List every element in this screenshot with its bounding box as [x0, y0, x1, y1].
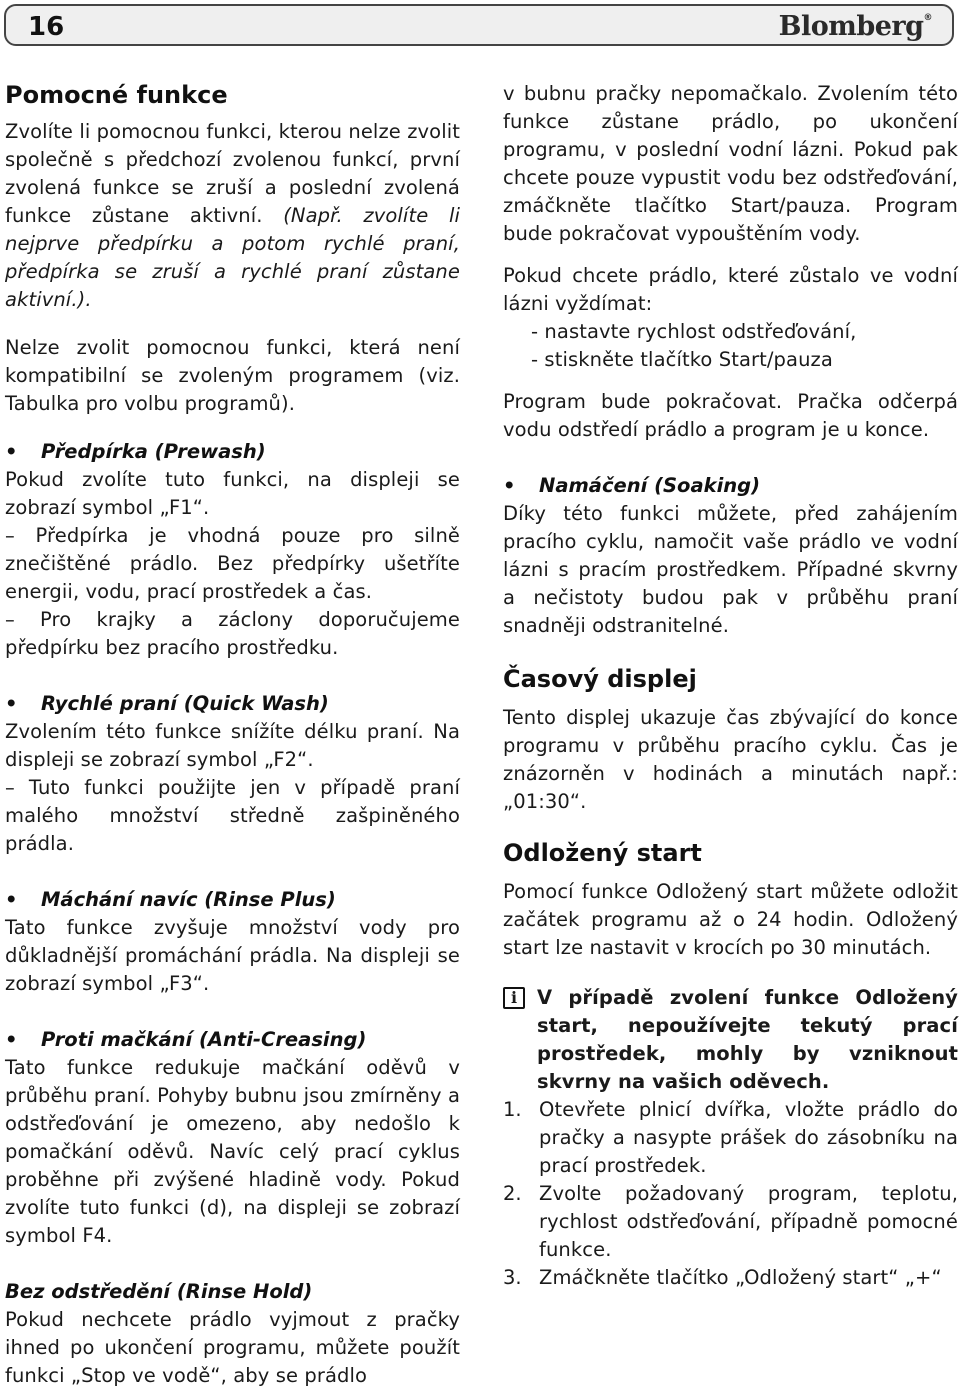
bullet: •	[503, 474, 516, 497]
quick-wash-heading	[5, 690, 460, 718]
anti-creasing-text: Tato funkce redukuje mačkání oděvů v průběhu praní. Pohyby bubnu jsou zmírněny a odstřeďování je omezeno, aby nedošlo k pomačkání oděvů. Navíc celý prací cyklus proběhne při zvýšené hladině vody. Pokud zvolíte tuto funkci (d), na displeji se zobrazí symbol F4.	[5, 1056, 460, 1247]
rinse-plus-text: Tato funkce zvyšuje množství vody pro důkladnější promáchání prádla. Na displeji se zobrazí symbol „F3“.	[5, 916, 460, 995]
page-header	[4, 4, 954, 46]
step-number: 2.	[503, 1182, 522, 1205]
list-item	[503, 1096, 958, 1180]
step-number: 3.	[503, 1266, 522, 1289]
spin-step-1: - nastavte rychlost odstřeďování,	[531, 320, 857, 343]
prewash-note-1: – Předpírka je vhodná pouze pro silně znečištěné prádlo. Bez předpírky ušetříte energii, vodu, prací prostředek a čas.	[5, 524, 460, 603]
anti-creasing-heading-text: Proti mačkání (Anti-Creasing)	[41, 1028, 367, 1051]
delayed-start-text: Pomocí funkce Odložený start můžete odložit začátek programu až o 24 hodin. Odložený start lze nastavit v krocích po 30 minutách.	[503, 880, 958, 959]
step-number: 1.	[503, 1098, 522, 1121]
brand-logo	[779, 11, 932, 42]
prewash-note-2: – Pro krajky a záclony doporučujeme předpírku bez pracího prostředku.	[5, 608, 460, 659]
quick-wash-heading-text: Rychlé praní (Quick Wash)	[41, 692, 329, 715]
step-text: Zvolte požadovaný program, teplotu, rychlost odstřeďování, případně pomocné funkce.	[539, 1182, 958, 1261]
intro-text: Zvolíte li pomocnou funkci, kterou nelze zvolit společně s předchozí zvolenou funkcí, první zvolená funkce se zruší a poslední zvolená funkce zůstane aktivní.	[5, 120, 460, 227]
time-display-text: Tento displej ukazuje čas zbývající do konce programu v průběhu pracího cyklu. Čas je znázorněn v hodinách a minutách např.: „01:30“.	[503, 706, 958, 813]
prewash-text: Pokud zvolíte tuto funkci, na displeji se zobrazí symbol „F1“.	[5, 468, 460, 519]
page-number: 16	[28, 12, 65, 42]
info-icon: i	[503, 987, 525, 1009]
spin-intro: Pokud chcete prádlo, které zůstalo ve vodní lázni vyždímat:	[503, 264, 958, 315]
anti-creasing-heading	[5, 1026, 460, 1054]
spin-result: Program bude pokračovat. Pračka odčerpá vodu odstředí prádlo a program je u konce.	[503, 390, 958, 441]
right-column	[503, 80, 958, 1292]
section-title-auxiliary-functions: Pomocné funkce	[5, 81, 228, 109]
intro-paragraph	[5, 118, 460, 314]
rinse-hold-heading-text: Bez odstředění (Rinse Hold)	[5, 1280, 313, 1303]
section-title-time-display: Časový displej	[503, 665, 697, 693]
list-item	[503, 1264, 958, 1292]
logo-text: Blomberg	[778, 11, 924, 42]
registered-mark: ®	[923, 13, 932, 23]
step-text: Otevřete plnicí dvířka, vložte prádlo do pračky a nasypte prášek do zásobníku na prací prostředek.	[539, 1098, 958, 1177]
section-title-delayed-start: Odložený start	[503, 839, 702, 867]
rinse-plus-heading-text: Máchání navíc (Rinse Plus)	[41, 888, 336, 911]
bullet: •	[5, 692, 18, 715]
prewash-heading	[5, 438, 460, 466]
quick-wash-note: – Tuto funkci použijte jen v případě praní malého množství středně zašpiněného prádla.	[5, 776, 460, 855]
rinse-hold-continued: v bubnu pračky nepomačkalo. Zvolením této funkce zůstane prádlo, po ukončení programu, v poslední vodní lázni. Pokud pak chcete pouze vypustit vodu bez odstřeďování, zmáčkněte tlačítko Start/pauza. Program bude pokračovat vypouštěním vody.	[503, 82, 958, 245]
rinse-hold-heading	[5, 1278, 460, 1306]
steps-list	[503, 1096, 958, 1292]
rinse-plus-heading	[5, 886, 460, 914]
warning-text: V případě zvolení funkce Odložený start, nepoužívejte tekutý prací prostředek, mohly by vzniknout skvrny na vašich oděvech.	[537, 986, 958, 1093]
spin-step-2: - stiskněte tlačítko Start/pauza	[531, 348, 833, 371]
left-column	[5, 72, 460, 1390]
list-item	[503, 1180, 958, 1264]
prewash-heading-text: Předpírka (Prewash)	[41, 440, 266, 463]
bullet: •	[5, 888, 18, 911]
bullet: •	[5, 1028, 18, 1051]
rinse-hold-text: Pokud nechcete prádlo vyjmout z pračky ihned po ukončení programu, můžete použít funkci „Stop ve vodě“, aby se prádlo	[5, 1308, 460, 1387]
soaking-heading	[503, 472, 958, 500]
soaking-text: Díky této funkci můžete, před zahájením pracího cyklu, namočit vaše prádlo ve vodní lázni s pracím prostředkem. Případné skvrny a nečistoty budou pak v průběhu praní snadněji odstranitelné.	[503, 502, 958, 637]
step-text: Zmáčkněte tlačítko „Odložený start“ „+“	[539, 1266, 942, 1289]
intro-example: (Např. zvolíte li nejprve předpírku a potom rychlé praní, předpírka se zruší a rychlé praní zůstane aktivní.).	[5, 204, 460, 311]
compat-paragraph: Nelze zvolit pomocnou funkci, která není kompatibilní se zvoleným programem (viz. Tabulka pro volbu programů).	[5, 336, 460, 415]
soaking-heading-text: Namáčení (Soaking)	[539, 474, 761, 497]
warning-note	[503, 984, 958, 1096]
bullet: •	[5, 440, 18, 463]
quick-wash-text: Zvolením této funkce snížíte délku praní. Na displeji se zobrazí symbol „F2“.	[5, 720, 460, 771]
